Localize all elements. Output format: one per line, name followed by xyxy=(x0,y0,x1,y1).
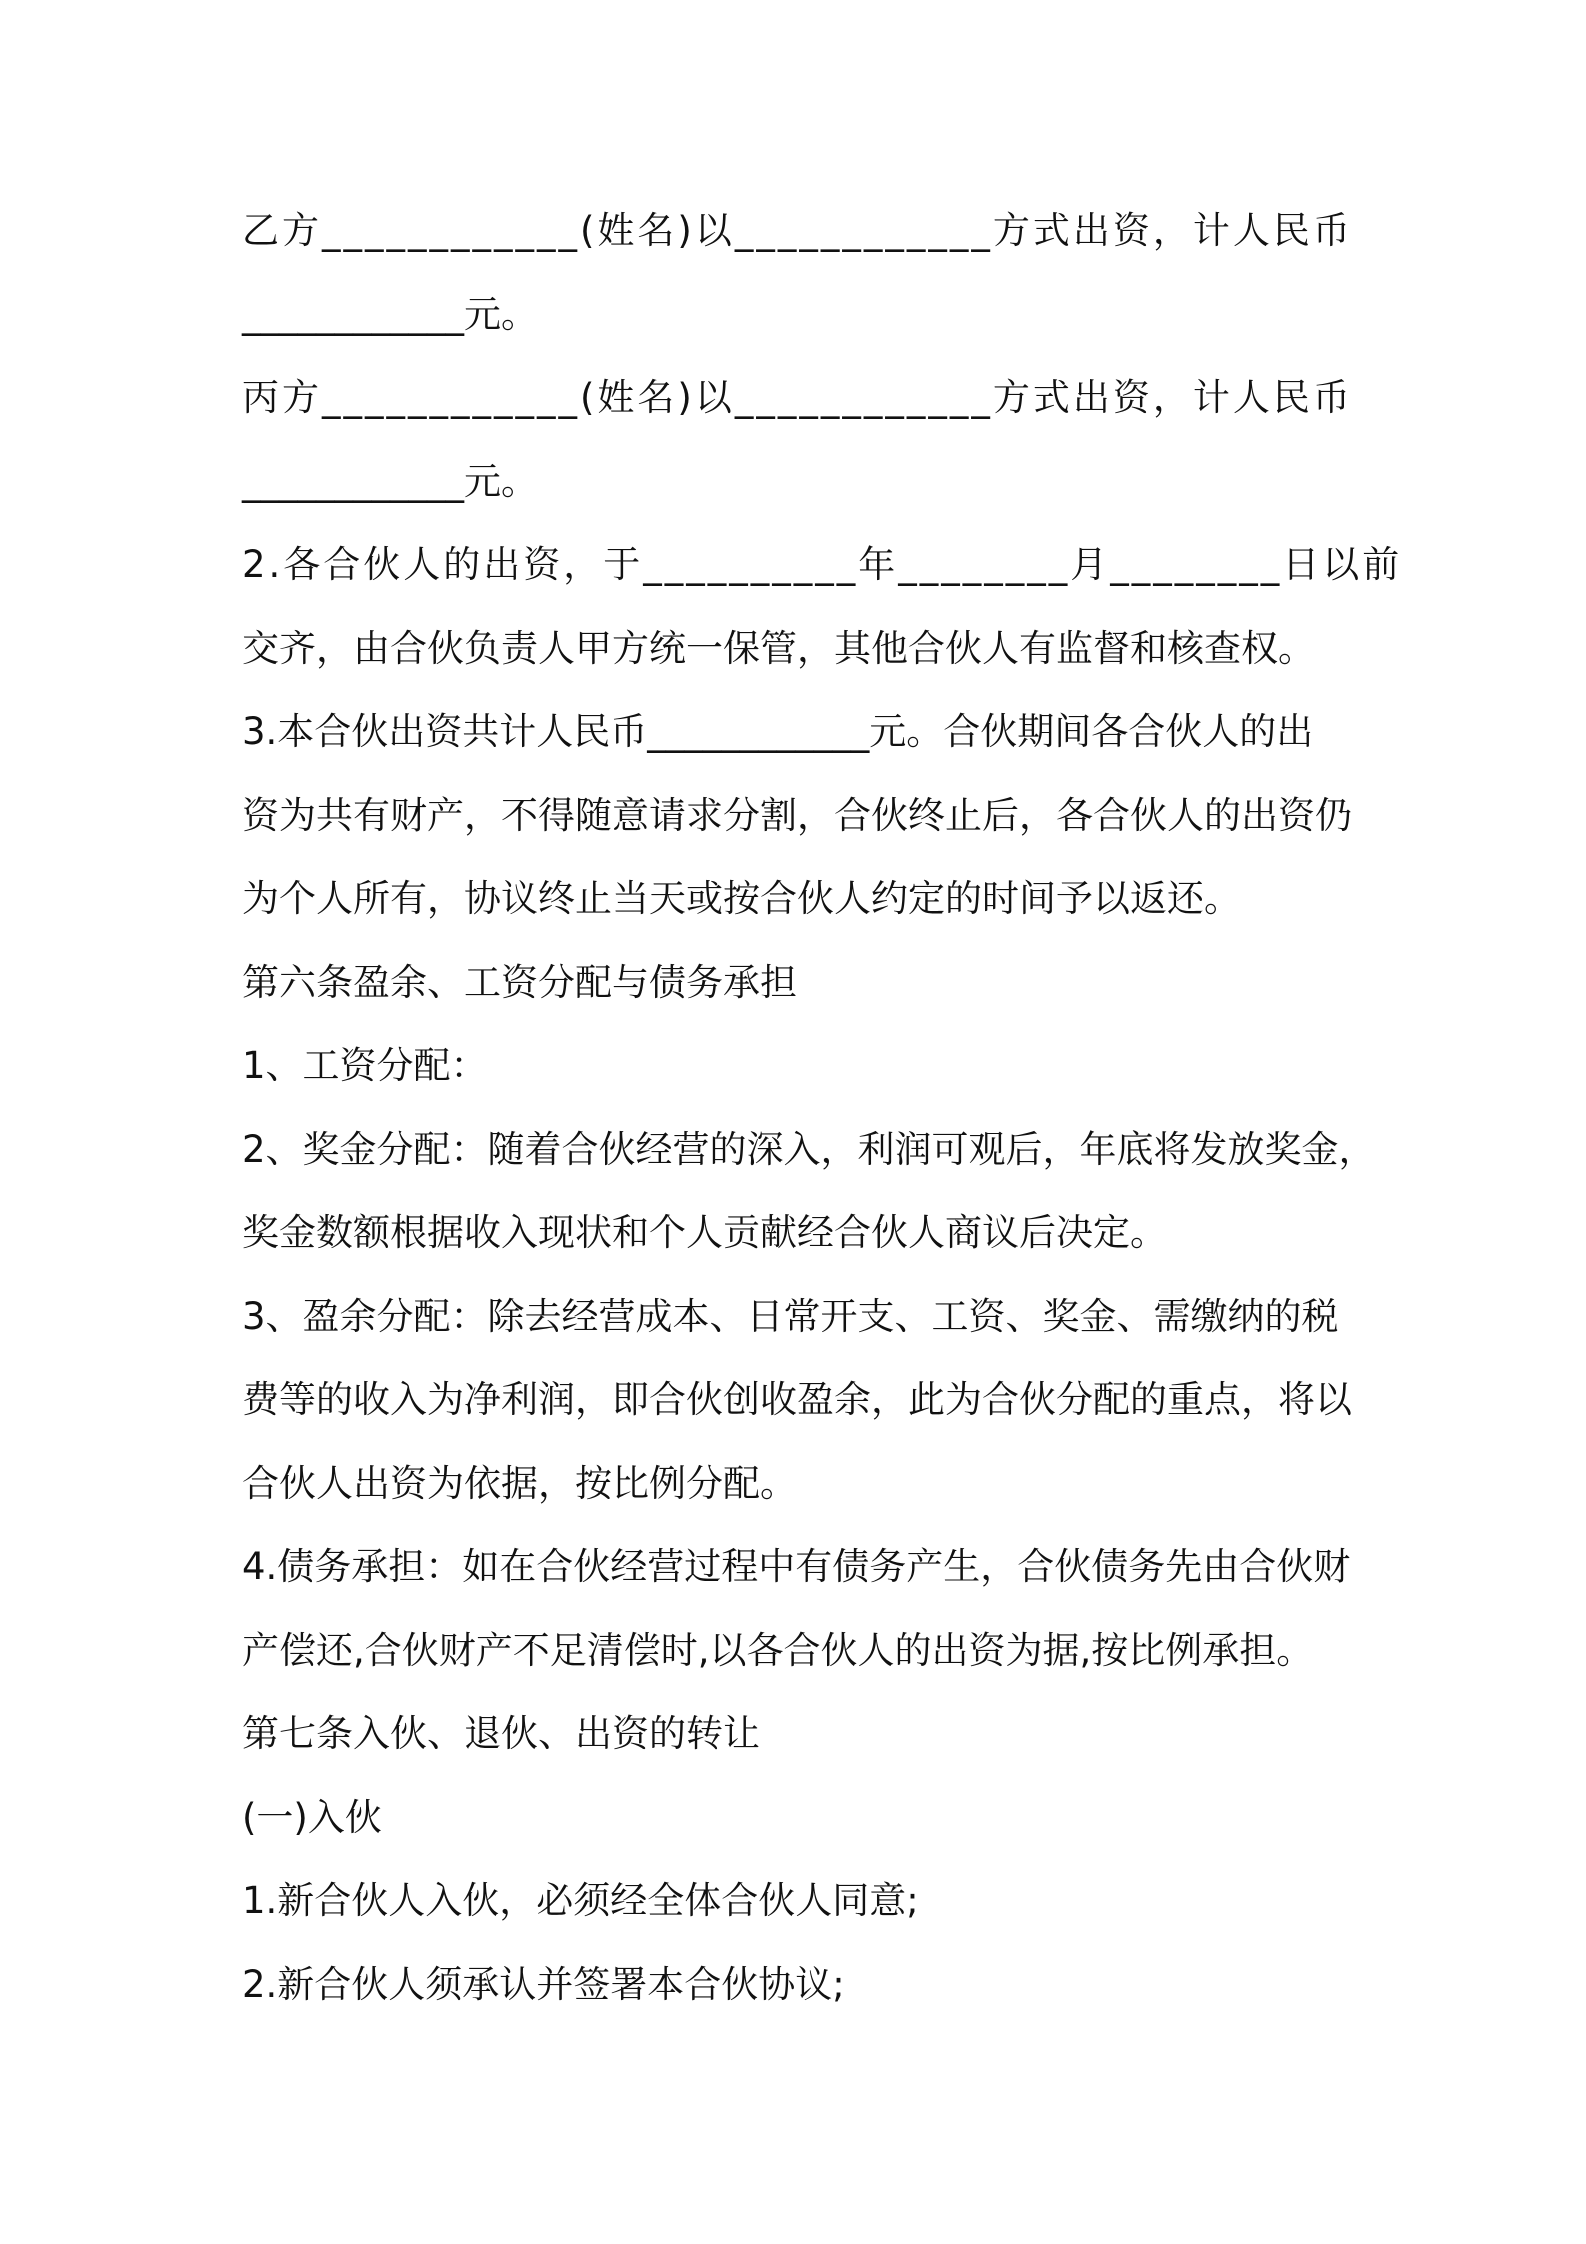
text-line: 2、奖金分配：随着合伙经营的深入，利润可观后，年底将发放奖金， xyxy=(242,1127,1376,1171)
text-line: 乙方____________(姓名)以____________方式出资，计人民币 xyxy=(242,209,1353,252)
text-line: 1、工资分配： xyxy=(242,1044,488,1087)
section-heading: 第六条盈余、工资分配与债务承担 xyxy=(242,960,797,1004)
text-line: 丙方____________(姓名)以____________方式出资，计人民币 xyxy=(242,376,1353,419)
text-line: 2.新合伙人须承认并签署本合伙协议; xyxy=(242,1962,845,2006)
text-line: 合伙人出资为依据，按比例分配。 xyxy=(242,1461,797,1505)
document-body xyxy=(242,196,1403,2033)
text-line: 2.各合伙人的出资，于__________年________月________日以前 xyxy=(242,543,1403,586)
text-line: 4.债务承担：如在合伙经营过程中有债务产生，合伙债务先由合伙财 xyxy=(242,1545,1351,1588)
text-line: 资为共有财产，不得随意请求分割，合伙终止后，各合伙人的出资仍 xyxy=(242,793,1352,837)
subsection-heading: (一)入伙 xyxy=(242,1795,382,1839)
text-line: 3、盈余分配：除去经营成本、日常开支、工资、奖金、需缴纳的税 xyxy=(242,1294,1339,1338)
text-line: 费等的收入为净利润，即合伙创收盈余，此为合伙分配的重点，将以 xyxy=(242,1378,1352,1421)
text-line: 为个人所有，协议终止当天或按合伙人约定的时间予以返还。 xyxy=(242,877,1241,920)
text-line: 3.本合伙出资共计人民币____________元。合伙期间各合伙人的出 xyxy=(242,710,1314,753)
text-line: 奖金数额根据收入现状和个人贡献经合伙人商议后决定。 xyxy=(242,1211,1167,1254)
section-heading: 第七条入伙、退伙、出资的转让 xyxy=(242,1712,760,1755)
text-line: 产偿还,合伙财产不足清偿时,以各合伙人的出资为据,按比例承担。 xyxy=(242,1628,1314,1672)
text-line: 交齐，由合伙负责人甲方统一保管，其他合伙人有监督和核查权。 xyxy=(242,626,1315,670)
text-line: ____________元。 xyxy=(242,459,538,503)
text-line: 1.新合伙人入伙，必须经全体合伙人同意; xyxy=(242,1879,919,1922)
text-line: ____________元。 xyxy=(242,292,538,336)
